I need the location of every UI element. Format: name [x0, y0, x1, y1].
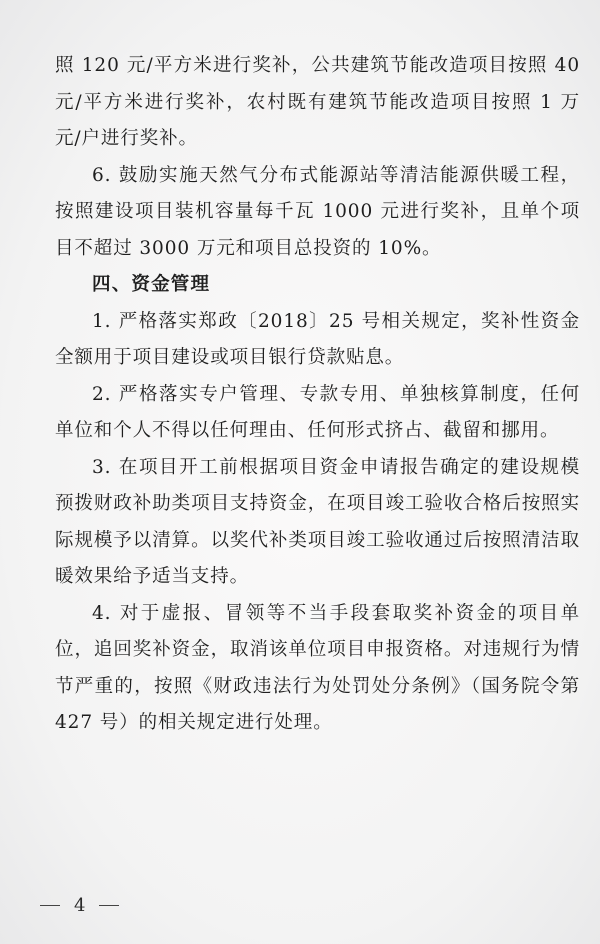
section-heading: 四、资金管理 [92, 274, 211, 295]
paragraph-continuation: 照 120 元/平方米进行奖补，公共建筑节能改造项目按照 40 元/平方米进行奖补，农村既有建筑节能改造项目按照 1 万元/户进行奖补。 [55, 55, 580, 149]
footer-dash-right [99, 905, 119, 906]
footer-dash-left [40, 905, 60, 906]
paragraph-item-6: 6. 鼓励实施天然气分布式能源站等清洁能源供暖工程，按照建设项目装机容量每千瓦 1000 元进行奖补，且单个项目不超过 3000 万元和项目总投资的 10%。 [55, 164, 580, 259]
page-number: 4 [74, 895, 86, 916]
section-item-2: 2. 严格落实专户管理、专款专用、单独核算制度，任何单位和个人不得以任何理由、任何形式挤占、截留和挪用。 [55, 383, 580, 441]
document-body [55, 48, 580, 742]
section-item-1: 1. 严格落实郑政〔2018〕25 号相关规定，奖补性资金全额用于项目建设或项目银行贷款贴息。 [55, 310, 580, 368]
section-item-4: 4. 对于虚报、冒领等不当手段套取奖补资金的项目单位，追回奖补资金，取消该单位项目申报资格。对违规行为情节严重的，按照《财政违法行为处罚处分条例》（国务院令第 427 号）的相关规定进行处理。 [55, 602, 580, 733]
page-footer [40, 895, 119, 916]
section-item-3: 3. 在项目开工前根据项目资金申请报告确定的建设规模预拨财政补助类项目支持资金，在项目竣工验收合格后按照实际规模予以清算。以奖代补类项目竣工验收通过后按照清洁取暖效果给予适当支持。 [55, 456, 580, 587]
